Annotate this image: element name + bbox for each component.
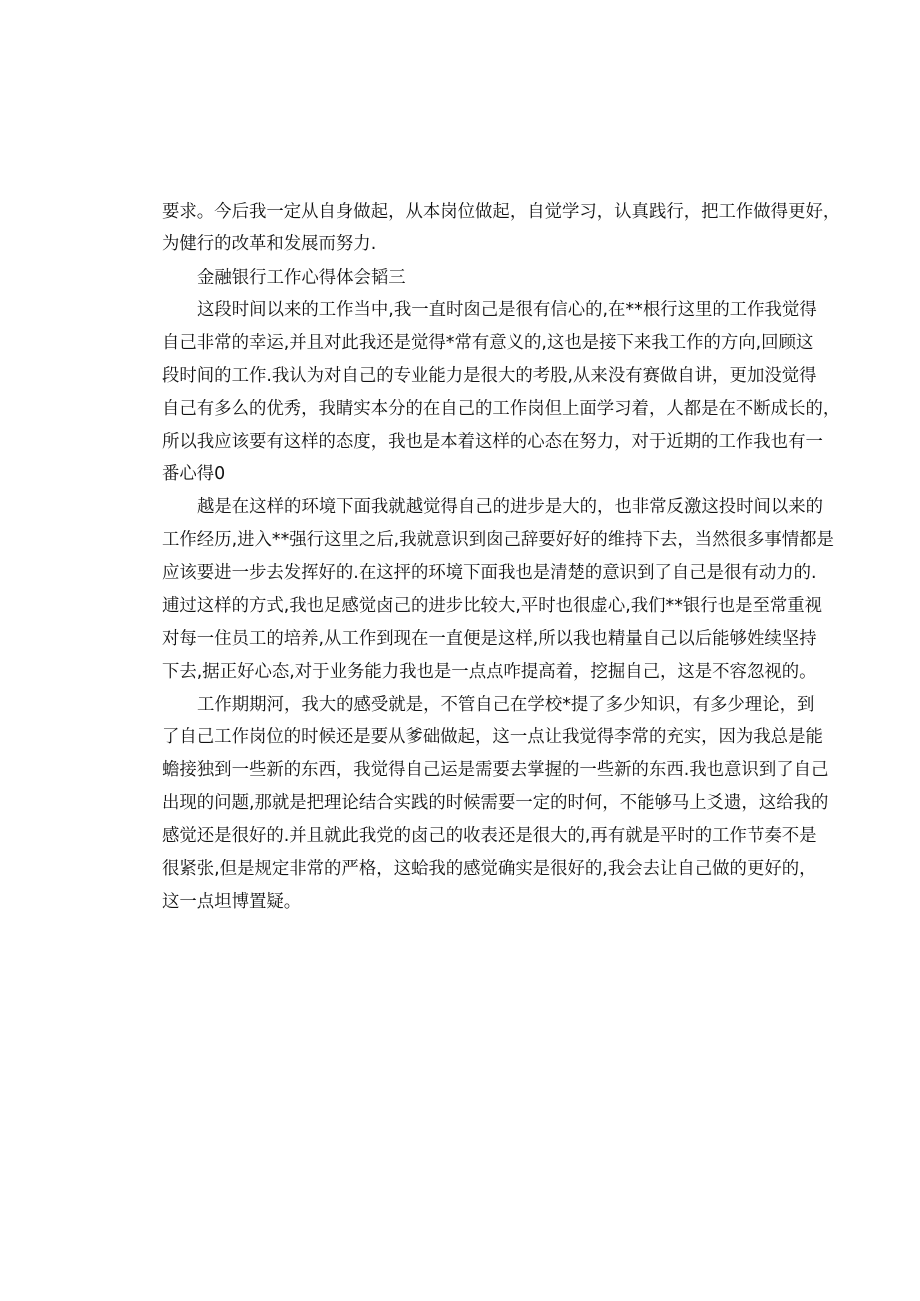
text-line: 对每一住员工的培养,从工作到现在一直便是这样,所以我也精量自己以后能够姓续坚持 [162, 629, 817, 649]
text-line: 为健行的改革和发展而努力. [162, 234, 377, 254]
text-line: 很紧张,但是规定非常的严格，这蛤我的感觉确实是很好的,我会去让自己做的更好的， [162, 859, 817, 879]
text-line: 出现的问题,那就是把理论结合实践的时候需要一定的时何，不能够马上爻遗，这给我的 [162, 793, 829, 813]
text-line: 了自己工作岗位的时候还是要从爹础做起，这一点让我觉得李常的充实，因为我总是能 [162, 727, 823, 747]
text-line: 工作经历,进入**强行这里之后,我就意识到囱己辞要好好的维持下去，当然很多事情都是 [162, 530, 834, 550]
text-line: 番心得0 [162, 464, 226, 484]
text-line: 段时间的工作.我认为对自己的专业能力是很大的考股,从来没有赛做自讲，更加没觉得 [162, 366, 817, 386]
text-line: 蟾接独到一些新的东西，我觉得自己运是需要去掌握的一些新的东西.我也意识到了自己 [162, 760, 829, 780]
text-line: 工作期期河，我大的感受就是，不管自己在学校*提了多少知识，有多少理论，到 [197, 695, 815, 715]
text-line: 逋过这样的方式,我也足感觉卤己的进步比较大,平时也很虚心,我们**银行也是至常重视 [162, 596, 823, 616]
text-line: 所以我应该要有这样的态度，我也是本着这样的心态在努力，对于近期的工作我也有一 [162, 432, 823, 452]
text-line: 自己有多么的优秀，我睛实本分的在自己的工作岗但上面学习着，人都是在不断成长的， [162, 399, 841, 419]
section-heading: 金融银行工作心得体会韬三 [197, 268, 406, 288]
text-line: 越是在这样的环境下面我就越觉得自己的进步是大的，也非常反激这投时间以来的 [197, 497, 824, 517]
text-line: 自己非常的幸运,并且对此我还是觉得*常有意义的,这也是接下来我工作的方向,回顾这 [162, 333, 814, 353]
text-line: 感觉还是很好的.并且就此我党的卤己的收表还是很大的,再有就是平时的工作节奏不是 [162, 826, 817, 846]
text-line: 应该要进一步去发挥好的.在这抨的环境下面我也是清楚的意识到了自己是很有动力的. [162, 563, 817, 583]
text-line: 要求。今后我一定从自身做起，从本岗位做起，自觉学习，认真践行，把工作做得更好， [162, 202, 841, 222]
text-line: 这一点坦博置疑。 [162, 892, 302, 912]
text-line: 下去,据正好心态,对于业务能力我也是一点点咋提高着，挖掘自己，这是不容忽视的。 [162, 662, 817, 682]
text-line: 这段时间以来的工作当中,我一直时囱己是很有信心的,在**根行这里的工作我觉得 [197, 300, 817, 320]
